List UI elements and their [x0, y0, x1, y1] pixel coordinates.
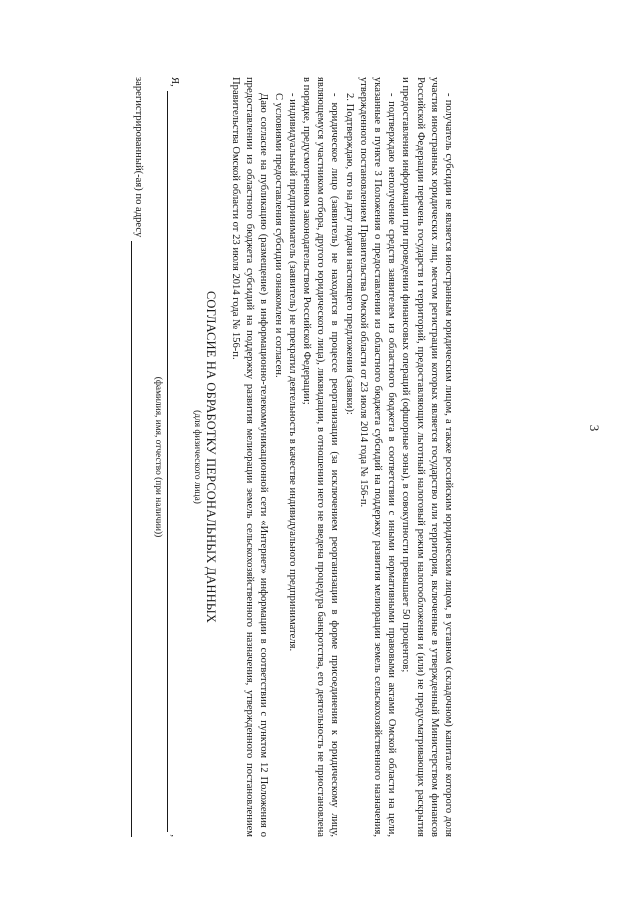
- consent-subtitle: (для физического лица): [191, 410, 202, 504]
- page-number: 3: [587, 424, 602, 432]
- i-label: Я,: [169, 77, 181, 87]
- address-label: зарегистрированный(-ая) по адресу: [132, 77, 144, 238]
- rotated-content: [0, 77, 455, 837]
- name-row: [167, 77, 181, 837]
- consent-title: СОГЛАСИЕ НА ОБРАБОТКУ ПЕРСОНАЛЬНЫХ ДАННЫХ: [203, 290, 218, 624]
- name-hint: (фамилия, имя, отчество (при наличии)): [153, 376, 164, 538]
- name-row-comma: ,: [169, 834, 181, 837]
- name-fill-line[interactable]: [167, 91, 180, 833]
- paragraph-confirm-date: 2. Подтверждаю, что на дату подачи настоящего предложения (заявки):: [343, 93, 355, 415]
- paragraph-entrepreneur: - индивидуальный предприниматель (заявитель) не прекратил деятельность в качестве индивидуального предпринимателя.: [286, 93, 298, 652]
- paragraph-legal-entity: - юридическое лицо (заявитель) не находится в процессе реорганизации (за исключением реорганизации в форме присоединения к юридическому лицу, являющемуся участником отбора, другого юридического лица), ликвидации, в отношении него не введена процедура банкротства, его деятельность не приостановлена в порядке, предусмотренном законодательством Российской Федерации;: [300, 77, 341, 837]
- paragraph-publication-consent: Даю согласие на публикацию (размещение) в информационно-телекоммуникационной сети «Интернет» информации в соответствии с пунктом 12 Положения о предоставлении из областного бюджета субсидий на поддержку развития мелиорации земель сельскохозяйственного назначения, утвержденного постановлением Правительства Омской области от 23 июля 2014 года № 156-п.: [229, 77, 270, 837]
- paragraph-conditions: С условиями предоставления субсидии ознакомлен и согласен.: [272, 93, 284, 378]
- address-row: [131, 77, 145, 837]
- paragraph-offshore: - получатель субсидии не является иностранным юридическим лицом, а также российским юридическим лицом, в уставном (складочном) капитале которого доля участия иностранных юридических лиц, местом регистрации которых является государство или территория, включенные в утвержденный Министерством финансов Российской Федерации перечень государств и территорий, предоставляющих льготный налоговый режим налогообложения и (или) не предусматривающих раскрытия и предоставления информации при проведении финансовых операций (офшорные зоны), в совокупности превышает 50 процентов;: [400, 77, 454, 837]
- address-fill-line[interactable]: [131, 241, 144, 837]
- paragraph-non-receipt: - подтверждаю неполучение средств заявителем из областного бюджета в соответствии с иными нормативными правовыми актами Омской области на цели, указанные в пункте 3 Положения о предоставлении из областного бюджета субсидий на поддержку развития мелиорации земель сельскохозяйственного назначения, утвержденного постановлением Правительства Омской области от 23 июля 2014 года № 156-п.: [357, 77, 398, 837]
